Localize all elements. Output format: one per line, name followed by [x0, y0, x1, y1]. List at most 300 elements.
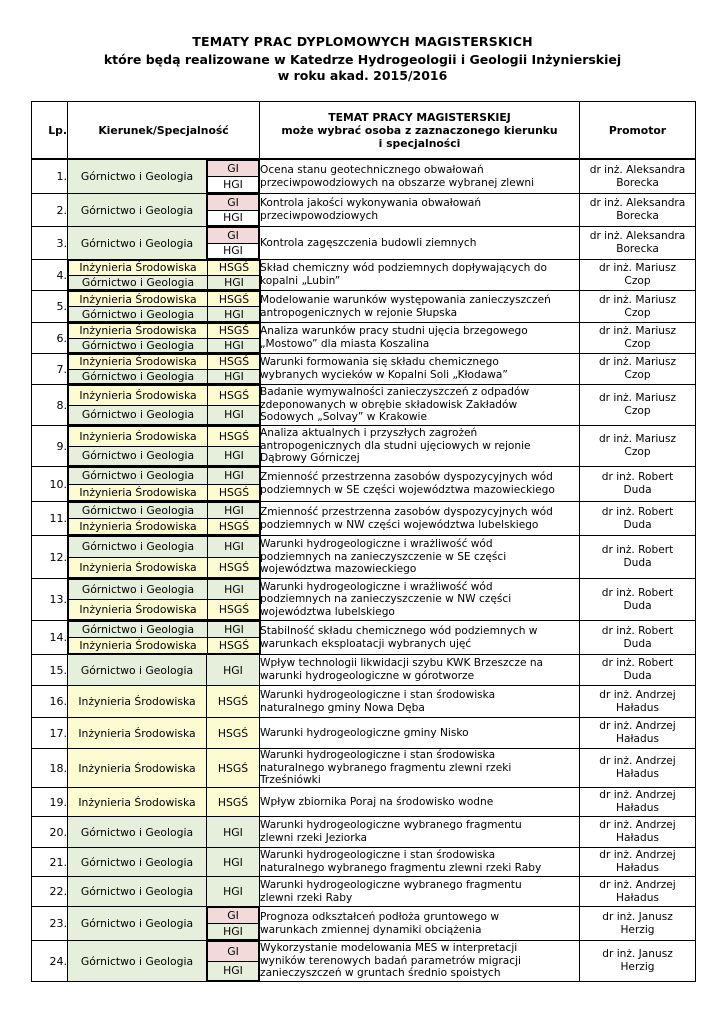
topic-line: Prognoza odkształceń podłoża gruntowego w — [260, 910, 500, 923]
supervisor-line: Czop — [624, 446, 651, 458]
field-specialization-pairs — [68, 385, 260, 426]
supervisor-line: dr inż. Andrzej — [599, 688, 676, 701]
spec-table — [207, 907, 259, 940]
spec-table — [207, 194, 259, 226]
specialization: HSGŚ — [208, 261, 261, 276]
spec-row — [208, 942, 259, 962]
topic-line: naturalnego gminy Nowa Dęba — [260, 701, 425, 714]
specialization: HSGŚ — [207, 718, 260, 749]
table-row — [32, 354, 696, 385]
topic-line: kopalni „Lubin” — [260, 275, 341, 287]
row-number: 16. — [32, 686, 68, 718]
table-row — [32, 848, 696, 877]
supervisor-line: Haładus — [616, 768, 659, 780]
supervisor-line: Duda — [623, 637, 652, 650]
table-row — [32, 502, 696, 536]
supervisor-line: dr inż. Janusz — [602, 910, 673, 923]
specialization: HSGŚ — [208, 557, 261, 578]
row-number: 1. — [32, 159, 68, 194]
field-of-study: Inżynieria Środowiska — [69, 519, 208, 535]
document-subtitle: które będą realizowane w Katedrze Hydrogeologii i Geologii Inżynierskiej — [103, 52, 622, 67]
thesis-topic — [260, 788, 580, 817]
document-header — [0, 34, 725, 84]
supervisor-line: dr inż. Mariusz — [598, 293, 677, 306]
specialization: HSGŚ — [207, 686, 260, 718]
pair-table — [68, 467, 261, 501]
supervisor-line: Duda — [623, 518, 652, 531]
table-row — [32, 686, 696, 718]
table-row — [32, 621, 696, 655]
specialization: HSGŚ — [208, 386, 261, 406]
specialization: HSGŚ — [208, 324, 261, 339]
row-number: 24. — [32, 941, 68, 982]
row-number: 23. — [32, 907, 68, 941]
topic-line: zlewni rzeki Jeziorka — [260, 832, 368, 844]
topic-line: Warunki hydrogeologiczne i stan środowiska — [260, 849, 496, 862]
spec-row — [208, 243, 259, 259]
supervisor — [580, 536, 696, 579]
specialization-pair — [207, 941, 260, 982]
topic-line: Warunki hydrogeologiczne gminy Nisko — [260, 726, 469, 739]
supervisor-line: Czop — [624, 405, 651, 417]
field-specialization-pairs — [68, 502, 260, 536]
table-row — [32, 877, 696, 907]
field-of-study: Górnictwo i Geologia — [69, 405, 208, 425]
thesis-topic — [260, 877, 580, 907]
table-row — [32, 579, 696, 621]
supervisor-line: dr inż. Janusz — [602, 948, 673, 961]
specialization: HGI — [208, 369, 261, 384]
specialization: HGI — [207, 877, 260, 907]
topic-line: warunkach eksploatacji wybranych ujęć — [260, 637, 472, 650]
field-of-study: Inżynieria Środowiska — [68, 686, 207, 718]
spec-row — [208, 177, 259, 193]
topic-line: Warunki hydrogeologiczne i wrażliwość wód — [260, 538, 493, 551]
table-row — [32, 260, 696, 291]
row-number: 3. — [32, 227, 68, 260]
specialization: HGI — [208, 275, 261, 290]
supervisor — [580, 467, 696, 502]
topic-line: Kontrola zagęszczenia budowli ziemnych — [260, 236, 477, 249]
specialization: HGI — [208, 177, 259, 193]
row-number: 20. — [32, 817, 68, 848]
specialization: HGI — [207, 655, 260, 686]
supervisor-line: Haładus — [616, 862, 659, 874]
specialization: HSGŚ — [207, 749, 260, 788]
supervisor — [580, 848, 696, 877]
specialization: GI — [208, 195, 259, 211]
field-of-study: Inżynieria Środowiska — [68, 718, 207, 749]
specialization: HGI — [208, 537, 261, 558]
spec-row — [208, 924, 259, 940]
specialization: GI — [208, 942, 259, 962]
topic-line: Dąbrowy Górniczej — [260, 452, 360, 465]
field-of-study: Górnictwo i Geologia — [68, 941, 207, 982]
topic-line: Ocena stanu geotechnicznego obwałowań — [260, 163, 484, 176]
topics-table — [31, 101, 696, 982]
supervisor-line: Haładus — [616, 802, 659, 814]
thesis-topic — [260, 159, 580, 194]
thesis-topic — [260, 260, 580, 291]
specialization: HGI — [208, 924, 259, 940]
thesis-topic — [260, 291, 580, 323]
supervisor-line: dr inż. Mariusz — [598, 325, 677, 338]
thesis-topic — [260, 354, 580, 385]
topic-line: warunki hydrogeologiczne w górotworze — [260, 670, 475, 682]
pair-row — [69, 338, 261, 353]
table-row — [32, 323, 696, 354]
table-row — [32, 467, 696, 502]
thesis-topic — [260, 227, 580, 260]
supervisor-line: Czop — [624, 338, 651, 350]
topic-line: Skład chemiczny wód podziemnych dopływających do — [260, 262, 547, 275]
topic-line: podziemnych w NW części województwa lubelskiego — [260, 518, 539, 531]
topic-line: Warunki hydrogeologiczne i stan środowiska — [260, 749, 496, 762]
pair-table — [68, 502, 261, 535]
table-row — [32, 426, 696, 467]
specialization: HSGŚ — [208, 600, 261, 620]
topic-line: Stabilność składu chemicznego wód podziemnych w — [260, 624, 538, 637]
row-number: 18. — [32, 749, 68, 788]
topic-line: Analiza aktualnych i przyszłych zagrożeń — [260, 427, 478, 440]
pair-row — [69, 324, 261, 339]
supervisor — [580, 718, 696, 749]
table-row — [32, 718, 696, 749]
field-of-study: Górnictwo i Geologia — [68, 848, 207, 877]
topic-line: naturalnego wybranego fragmentu zlewni rzeki — [260, 761, 512, 774]
table-row — [32, 385, 696, 426]
topic-line: naturalnego wybranego fragmentu zlewni rzeki Raby — [260, 862, 542, 874]
thesis-topic — [260, 718, 580, 749]
table-row — [32, 941, 696, 982]
topic-line: Wykorzystanie modelowania MES w interpretacji — [260, 942, 518, 955]
pair-row — [69, 484, 261, 501]
topic-line: wyników terenowych badań parametrów migracji — [260, 954, 521, 967]
pair-row — [69, 557, 261, 578]
specialization: GI — [208, 228, 259, 244]
topic-line: zlewni rzeki Raby — [260, 891, 353, 904]
field-of-study: Górnictwo i Geologia — [69, 537, 208, 558]
supervisor-line: dr inż. Andrzej — [599, 720, 676, 733]
pair-table — [68, 579, 261, 620]
thesis-topic — [260, 749, 580, 788]
supervisor — [580, 749, 696, 788]
spec-row — [208, 908, 259, 924]
field-of-study: Inżynieria Środowiska — [69, 324, 208, 339]
thesis-topic — [260, 467, 580, 502]
row-number: 11. — [32, 502, 68, 536]
pair-row — [69, 355, 261, 370]
topic-line: podziemnych na zanieczyszczenie w SE części — [260, 550, 507, 563]
row-number: 12. — [32, 536, 68, 579]
supervisor-line: Haładus — [616, 891, 659, 904]
topic-line: przeciwpowodziowych na obszarze wybranej zlewni — [260, 176, 535, 189]
field-of-study: Inżynieria Środowiska — [68, 788, 207, 817]
supervisor — [580, 621, 696, 655]
supervisor — [580, 877, 696, 907]
header-topic — [260, 102, 580, 160]
topic-line: Warunki formowania się składu chemicznego — [260, 356, 499, 369]
thesis-topic — [260, 848, 580, 877]
pair-row — [69, 446, 261, 466]
field-of-study: Górnictwo i Geologia — [68, 655, 207, 686]
supervisor — [580, 291, 696, 323]
topic-line: Wpływ technologii likwidacji szybu KWK Brzeszcze na — [260, 657, 544, 670]
table-row — [32, 788, 696, 817]
field-of-study: Górnictwo i Geologia — [69, 369, 208, 384]
thesis-topic — [260, 655, 580, 686]
pair-row — [69, 261, 261, 276]
pair-row — [69, 580, 261, 600]
specialization-pair — [207, 227, 260, 260]
topic-line: podziemnych w SE części województwa mazowieckiego — [260, 484, 555, 496]
supervisor — [580, 502, 696, 536]
topic-line: Zmienność przestrzenna zasobów dyspozycyjnych wód — [260, 471, 553, 484]
supervisor-line: Duda — [623, 670, 652, 682]
row-number: 2. — [32, 194, 68, 227]
supervisor — [580, 579, 696, 621]
pair-row — [69, 427, 261, 447]
pair-row — [69, 369, 261, 384]
supervisor-line: Haładus — [616, 733, 659, 745]
table-row — [32, 291, 696, 323]
spec-row — [208, 228, 259, 244]
specialization: HGI — [208, 468, 261, 485]
field-of-study: Górnictwo i Geologia — [69, 580, 208, 600]
table-row — [32, 749, 696, 788]
supervisor-line: dr inż. Andrzej — [599, 878, 676, 891]
topic-line: Warunki hydrogeologiczne i wrażliwość wód — [260, 580, 493, 593]
supervisor-line: dr inż. Robert — [601, 624, 674, 637]
thesis-topic — [260, 817, 580, 848]
topic-line: „Mostowo” dla miasta Koszalina — [260, 338, 430, 350]
topic-line: Sodowych „Solvay” w Krakowie — [260, 411, 427, 424]
specialization: HGI — [208, 405, 261, 425]
thesis-topic — [260, 941, 580, 982]
supervisor-line: dr inż. Aleksandra — [589, 230, 686, 243]
supervisor-line: dr inż. Mariusz — [598, 262, 677, 275]
topic-line: Modelowanie warunków występowania zanieczyszczeń — [260, 293, 551, 306]
supervisor-line: dr inż. Andrzej — [599, 755, 676, 768]
thesis-topic — [260, 502, 580, 536]
topic-line: Analiza warunków pracy studni ujęcia brzegowego — [260, 325, 528, 338]
topic-line: Warunki hydrogeologiczne wybranego fragmentu — [260, 819, 522, 832]
specialization: HGI — [208, 580, 261, 600]
field-of-study: Górnictwo i Geologia — [69, 622, 208, 638]
field-specialization-pairs — [68, 291, 260, 323]
supervisor — [580, 354, 696, 385]
supervisor — [580, 686, 696, 718]
field-of-study: Inżynieria Środowiska — [69, 600, 208, 620]
topic-line: Warunki hydrogeologiczne wybranego fragmentu — [260, 878, 522, 891]
field-of-study: Górnictwo i Geologia — [68, 159, 207, 194]
table-row — [32, 159, 696, 194]
specialization: HGI — [208, 622, 261, 638]
thesis-topic — [260, 536, 580, 579]
specialization: HSGŚ — [208, 355, 261, 370]
header-kierunek: Kierunek/Specjalność — [68, 102, 260, 160]
supervisor-line: Borecka — [616, 243, 659, 255]
specialization: GI — [208, 161, 259, 177]
pair-row — [69, 638, 261, 654]
field-of-study: Górnictwo i Geologia — [68, 194, 207, 227]
supervisor-line: Herzig — [620, 923, 655, 936]
thesis-topic — [260, 426, 580, 467]
specialization: HGI — [208, 503, 261, 519]
supervisor-line: dr inż. Andrzej — [599, 789, 676, 802]
supervisor-line: dr inż. Robert — [601, 471, 674, 484]
specialization: HGI — [208, 446, 261, 466]
specialization: GI — [208, 908, 259, 924]
field-specialization-pairs — [68, 426, 260, 467]
field-of-study: Inżynieria Środowiska — [69, 557, 208, 578]
supervisor — [580, 941, 696, 982]
pair-row — [69, 622, 261, 638]
spec-table — [207, 227, 259, 259]
pair-row — [69, 386, 261, 406]
supervisor — [580, 907, 696, 941]
field-of-study: Inżynieria Środowiska — [69, 261, 208, 276]
pair-table — [68, 426, 261, 466]
header-topic-line: i specjalności — [378, 136, 461, 150]
supervisor-line: Duda — [623, 484, 652, 496]
supervisor-line: dr inż. Robert — [601, 544, 674, 557]
specialization: HGI — [207, 848, 260, 877]
spec-table — [207, 941, 259, 981]
specialization: HGI — [207, 817, 260, 848]
pair-table — [68, 354, 261, 384]
specialization: HGI — [208, 961, 259, 981]
topic-line: Wpływ zbiornika Poraj na środowisko wodne — [260, 795, 494, 808]
specialization-pair — [207, 907, 260, 941]
supervisor-line: dr inż. Mariusz — [598, 356, 677, 369]
pair-table — [68, 621, 261, 654]
topic-line: podziemnych na zanieczyszczenie w NW części — [260, 593, 512, 606]
field-of-study: Górnictwo i Geologia — [69, 446, 208, 466]
field-of-study: Inżynieria Środowiska — [69, 386, 208, 406]
document-title: TEMATY PRAC DYPLOMOWYCH MAGISTERSKICH — [192, 34, 533, 49]
supervisor-line: dr inż. Robert — [601, 505, 674, 518]
supervisor-line: Duda — [623, 557, 652, 569]
field-of-study: Górnictwo i Geologia — [69, 503, 208, 519]
row-number: 8. — [32, 385, 68, 426]
pair-row — [69, 600, 261, 620]
table-row — [32, 907, 696, 941]
field-of-study: Inżynieria Środowiska — [69, 427, 208, 447]
table-row — [32, 655, 696, 686]
row-number: 15. — [32, 655, 68, 686]
topic-line: antropogenicznych dla studni ujęciowych w rejonie — [260, 439, 531, 452]
specialization: HGI — [208, 243, 259, 259]
row-number: 14. — [32, 621, 68, 655]
field-of-study: Górnictwo i Geologia — [69, 468, 208, 485]
spec-row — [208, 195, 259, 211]
supervisor — [580, 426, 696, 467]
field-specialization-pairs — [68, 354, 260, 385]
topics-body — [32, 159, 696, 982]
header-topic-line: TEMAT PRACY MAGISTERSKIEJ — [328, 110, 511, 124]
topic-line: warunkach zmiennej dynamiki obciążenia — [260, 923, 482, 936]
field-specialization-pairs — [68, 621, 260, 655]
supervisor-line: dr inż. Andrzej — [599, 849, 676, 862]
row-number: 22. — [32, 877, 68, 907]
field-of-study: Górnictwo i Geologia — [69, 307, 208, 322]
specialization: HSGŚ — [208, 292, 261, 307]
table-row — [32, 227, 696, 260]
row-number: 10. — [32, 467, 68, 502]
supervisor-line: Czop — [624, 306, 651, 319]
pair-row — [69, 519, 261, 535]
field-of-study: Inżynieria Środowiska — [69, 355, 208, 370]
topic-line: antropogenicznych w rejonie Słupska — [260, 306, 458, 319]
spec-row — [208, 161, 259, 177]
supervisor-line: dr inż. Andrzej — [599, 819, 676, 832]
specialization: HSGŚ — [208, 484, 261, 501]
supervisor-line: Czop — [624, 369, 651, 381]
specialization: HSGŚ — [207, 788, 260, 817]
pair-table — [68, 385, 261, 425]
row-number: 4. — [32, 260, 68, 291]
table-row — [32, 194, 696, 227]
topic-line: zdeponowanych w obrębie składowisk Zakładów — [260, 398, 518, 411]
specialization: HGI — [208, 307, 261, 322]
thesis-topic — [260, 323, 580, 354]
table-row — [32, 817, 696, 848]
supervisor — [580, 159, 696, 194]
table-row — [32, 536, 696, 579]
pair-row — [69, 307, 261, 322]
spec-row — [208, 210, 259, 226]
supervisor-line: Duda — [623, 599, 652, 612]
table-header-row — [32, 102, 696, 160]
row-number: 13. — [32, 579, 68, 621]
topic-line: Zmienność przestrzenna zasobów dyspozycyjnych wód — [260, 505, 553, 518]
supervisor-line: Czop — [624, 275, 651, 287]
field-of-study: Górnictwo i Geologia — [68, 227, 207, 260]
topic-line: wybranych wycieków w Kopalni Soli „Kłodawa” — [260, 369, 508, 381]
thesis-topic — [260, 579, 580, 621]
field-of-study: Górnictwo i Geologia — [68, 907, 207, 941]
header-promotor: Promotor — [580, 102, 696, 160]
specialization-pair — [207, 159, 260, 194]
pair-row — [69, 468, 261, 485]
field-of-study: Inżynieria Środowiska — [68, 749, 207, 788]
spec-row — [208, 961, 259, 981]
supervisor — [580, 385, 696, 426]
field-specialization-pairs — [68, 579, 260, 621]
supervisor-line: Borecka — [616, 176, 659, 189]
supervisor — [580, 194, 696, 227]
topic-line: województwa lubelskiego — [260, 605, 395, 618]
row-number: 7. — [32, 354, 68, 385]
thesis-topic — [260, 907, 580, 941]
supervisor-line: dr inż. Robert — [601, 657, 674, 670]
specialization: HSGŚ — [208, 519, 261, 535]
topic-line: Warunki hydrogeologiczne i stan środowiska — [260, 688, 496, 701]
supervisor — [580, 817, 696, 848]
field-of-study: Inżynieria Środowiska — [69, 484, 208, 501]
supervisor-line: Herzig — [620, 961, 655, 973]
supervisor-line: dr inż. Aleksandra — [589, 163, 686, 176]
supervisor-line: Haładus — [616, 701, 659, 714]
field-of-study: Górnictwo i Geologia — [69, 338, 208, 353]
header-lp: Lp. — [32, 102, 68, 160]
pair-table — [68, 536, 261, 578]
academic-year: w roku akad. 2015/2016 — [277, 68, 448, 83]
pair-table — [68, 323, 261, 353]
supervisor-line: dr inż. Aleksandra — [589, 197, 686, 210]
supervisor-line: dr inż. Mariusz — [598, 433, 677, 446]
